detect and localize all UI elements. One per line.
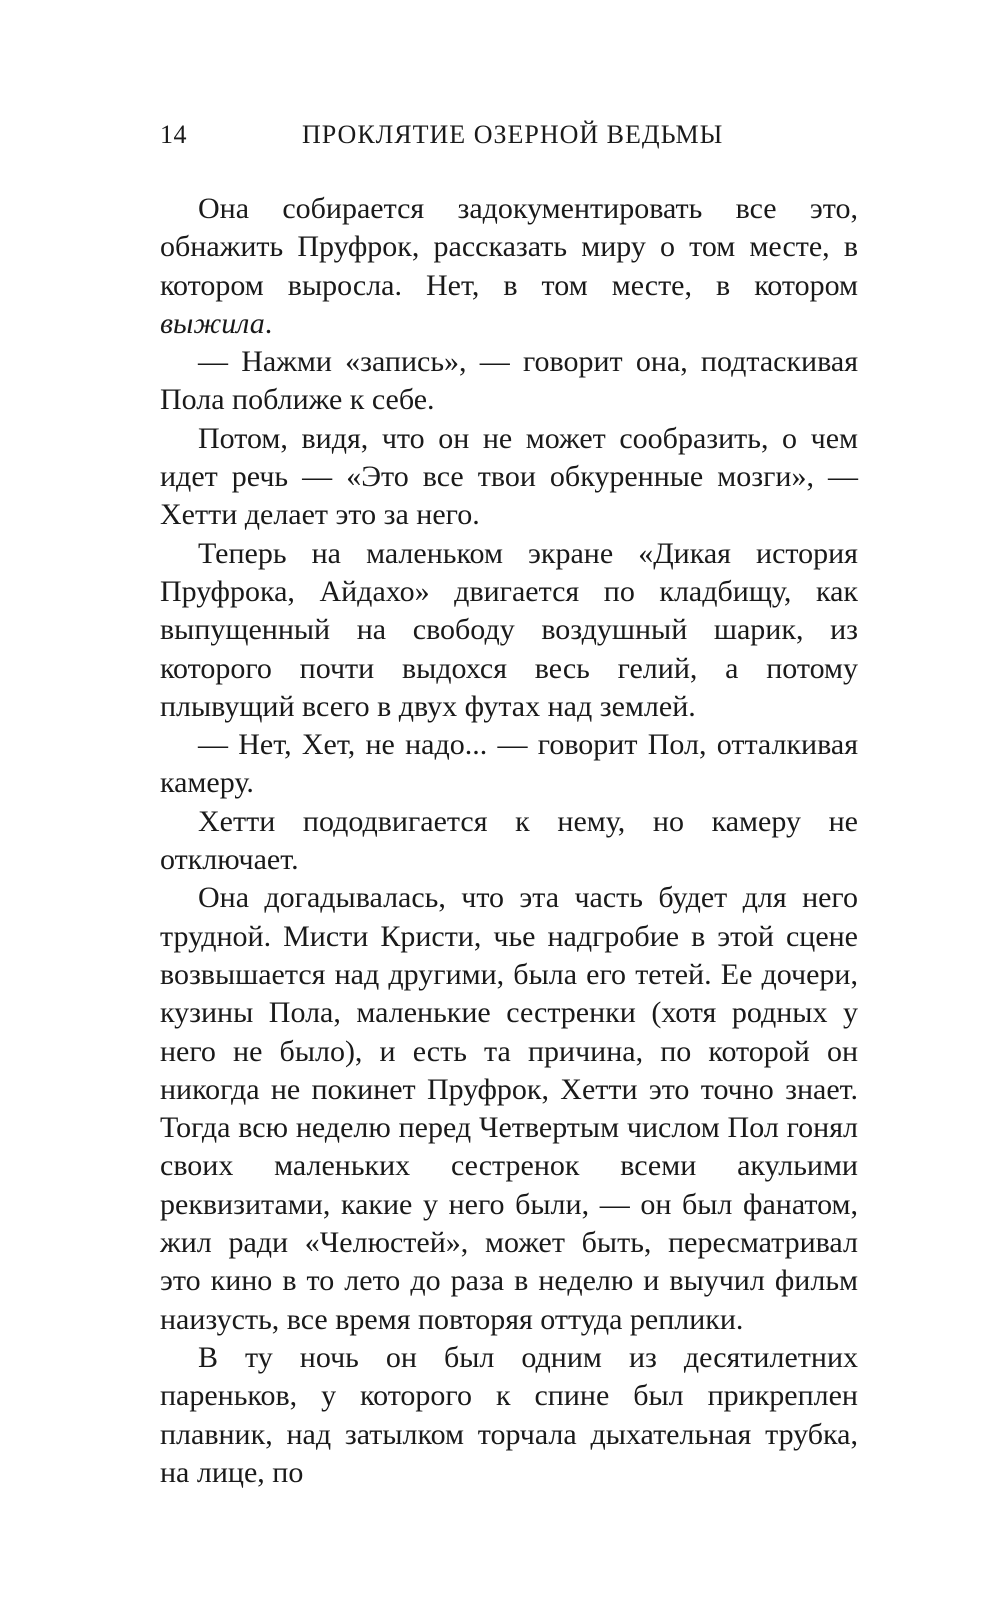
paragraph-1-end: . xyxy=(264,306,273,340)
paragraph-5: — Нет, Хет, не надо... — говорит Пол, отталкивая камеру. xyxy=(160,728,858,800)
book-title: ПРОКЛЯТИЕ ОЗЕРНОЙ ВЕДЬМЫ xyxy=(302,120,724,149)
paragraph-1-italic: выжила xyxy=(160,306,265,340)
paragraph-6: Хетти пододвигается к нему, но камеру не отключает. xyxy=(160,804,858,877)
paragraph-3: Потом, видя, что он не может сообразить, о чем идет речь — «Это все твои обкуренные мозги», — Хетти делает это за него. xyxy=(160,421,858,532)
paragraph-1 xyxy=(160,190,858,343)
paragraph-4: Теперь на маленьком экране «Дикая история Пруфрока, Айдахо» двигается по кладбищу, как выпущенный на свободу воздушный шарик, из которого почти выдохся весь гелий, а потому плывущий всего в двух футах над землей. xyxy=(160,536,858,723)
paragraph-7: Она догадывалась, что эта часть будет для него трудной. Мисти Кристи, чье надгробие в этой сцене возвышается над другими, была его тетей. Ее дочери, кузины Пола, маленькие сестренки (хотя родных у него не было), и есть та причина, по которой он никогда не покинет Пруфрок, Хетти это точно знает. Тогда всю неделю перед Четвертым числом Пол гонял своих маленьких сестренок всеми акульими реквизитами, какие у него были, — он был фанатом, жил ради «Челюстей», может быть, пересматривал это кино в то лето до раза в неделю и выучил фильм наизусть, все время повторяя оттуда реплики. xyxy=(160,881,858,1336)
paragraph-2: — Нажми «запись», — говорит она, подтаскивая Пола поближе к себе. xyxy=(160,345,858,417)
paragraph-8: В ту ночь он был одним из десятилетних пареньков, у которого к спине был прикреплен плавник, над затылком торчала дыхательная трубка, на лице, по xyxy=(160,1340,858,1489)
paragraph-1-text: Она собирается задокументировать все это, обнажить Пруфрок, рассказать миру о том месте, в котором выросла. Нет, в том месте, в котором xyxy=(160,192,858,302)
page-number: 14 xyxy=(160,120,187,149)
body-text xyxy=(160,190,858,1492)
running-header xyxy=(160,120,860,160)
